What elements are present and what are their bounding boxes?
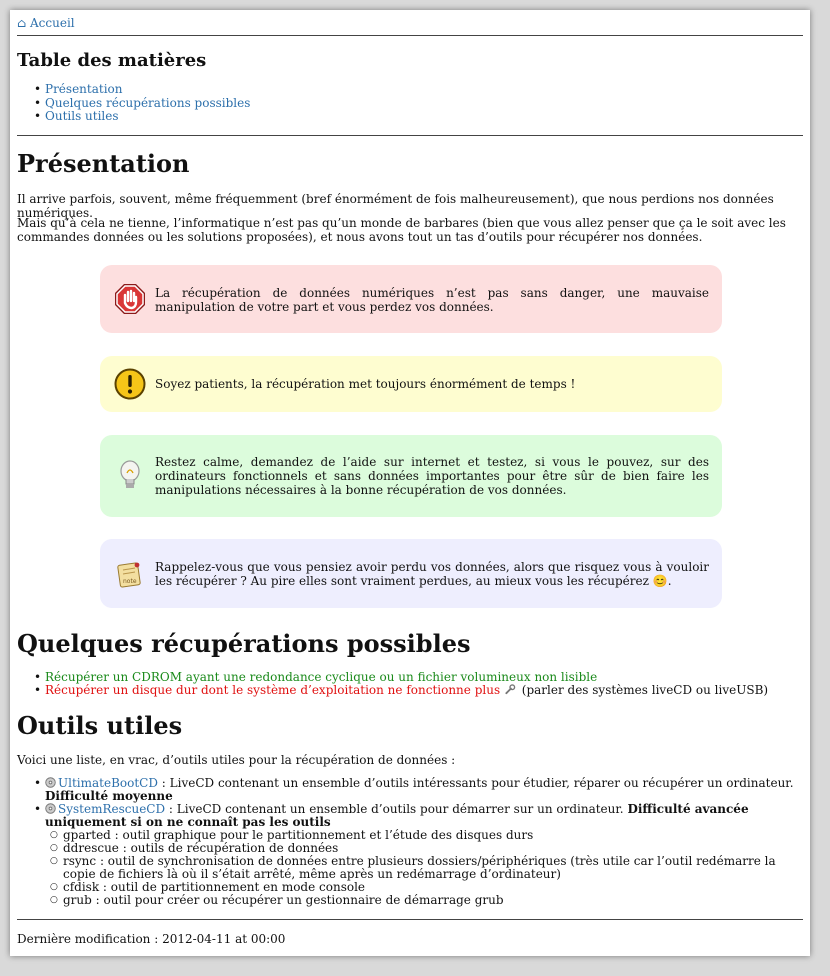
tool-desc: : LiveCD contenant un ensemble d’outils intéressants pour étudier, réparer ou récupérer un ordinateur. <box>157 776 794 790</box>
divider <box>17 919 803 920</box>
section-title-recuperations: Quelques récupérations possibles <box>17 629 471 658</box>
toc-item <box>17 83 250 97</box>
danger-note <box>100 265 722 333</box>
warning-note <box>100 356 722 412</box>
cd-icon <box>45 803 56 814</box>
warning-text: Soyez patients, la récupération met toujours énormément de temps ! <box>155 377 576 391</box>
toc-title: Table des matières <box>17 50 207 71</box>
sub-list-item: ○ gparted : outil graphique pour le partitionnement et l’étude des disques durs <box>45 829 803 842</box>
cd-icon <box>45 777 56 788</box>
sub-list-item: ○ rsync : outil de synchronisation de données entre plusieurs dossiers/périphériques (très utile car l’outil redémarre la copie de fichiers là où il s’était arrêté, même après un redémarrage d’ordinateur) <box>45 855 803 881</box>
recovery-suffix: (parler des systèmes liveCD ou liveUSB) <box>521 683 769 697</box>
tool-link-ultimatebootcd[interactable]: UltimateBootCD <box>58 776 158 790</box>
sub-tools-list <box>45 829 803 907</box>
list-item <box>17 777 803 803</box>
wrench-icon <box>504 684 516 695</box>
sub-list-item: ○ ddrescue : outils de récupération de données <box>45 842 803 855</box>
home-link[interactable] <box>17 16 75 30</box>
info-note <box>100 539 722 608</box>
paragraph: Mais qu’à cela ne tienne, l’informatique n’est pas qu’un monde de barbares (bien que vous allez penser que ça le soit avec les commandes données ou les solutions proposées), et nous avons tout un tas d’outils pour récupérer nos données. <box>17 216 786 244</box>
lightbulb-icon <box>114 459 146 491</box>
toc-list <box>17 83 250 124</box>
tools-list <box>17 777 803 907</box>
page <box>10 10 810 956</box>
svg-text:note: note <box>123 578 137 585</box>
tip-note <box>100 435 722 517</box>
divider <box>17 135 803 136</box>
toc-item <box>17 97 250 111</box>
recoveries-list <box>17 671 768 697</box>
note-icon <box>114 558 146 590</box>
tip-text: Restez calme, demandez de l’aide sur internet et testez, si vous le pouvez, sur des ordinateurs fonctionnels et sans données importantes pour être sûr de bien faire les manipulations nécessaires à la bonne récupération de vos données. <box>155 455 709 497</box>
sub-list-item: ○ grub : outil pour créer ou récupérer un gestionnaire de démarrage grub <box>45 894 803 907</box>
last-modified: Dernière modification : 2012-04-11 at 00:00 <box>17 932 286 946</box>
danger-text: La récupération de données numériques n’est pas sans danger, une mauvaise manipulation de votre part et vous perdez vos données. <box>155 286 709 314</box>
list-item <box>17 684 768 697</box>
toc-link-outils[interactable]: Outils utiles <box>45 109 119 123</box>
tool-difficulty: Difficulté avancée uniquement si on ne connaît pas les outils <box>45 802 749 829</box>
section-title-outils: Outils utiles <box>17 711 183 740</box>
toc-item <box>17 110 250 124</box>
toc-link-recuperations[interactable]: Quelques récupérations possibles <box>45 95 251 110</box>
tool-difficulty: Difficulté moyenne <box>45 789 173 803</box>
home-icon: ⌂ <box>17 16 27 30</box>
tool-desc: : LiveCD contenant un ensemble d’outils pour démarrer sur un ordinateur. <box>165 802 628 816</box>
tools-intro: Voici une liste, en vrac, d’outils utiles pour la récupération de données : <box>17 753 456 767</box>
stop-hand-icon <box>114 283 146 315</box>
home-label: Accueil <box>30 16 75 30</box>
recovery-link-cdrom[interactable]: Récupérer un CDROM ayant une redondance cyclique ou un fichier volumineux non lisible <box>45 670 598 684</box>
divider <box>17 35 803 36</box>
info-text: Rappelez-vous que vous pensiez avoir perdu vos données, alors que risquez vous à vouloir les récupérer ? Au pire elles sont vraiment perdues, au mieux vous les récupérez 😊. <box>155 560 709 588</box>
list-item <box>17 803 803 907</box>
section-title-presentation: Présentation <box>17 149 190 178</box>
toc-link-presentation[interactable]: Présentation <box>45 82 123 96</box>
warning-icon <box>114 368 146 400</box>
sub-list-item: ○ cfdisk : outil de partitionnement en mode console <box>45 881 803 894</box>
tool-link-systemrescuecd[interactable]: SystemRescueCD <box>58 802 166 816</box>
paragraph: Il arrive parfois, souvent, même fréquemment (bref énormément de fois malheureusement), que nous perdions nos données numériques. <box>17 192 774 220</box>
recovery-link-disque[interactable]: Récupérer un disque dur dont le système d’exploitation ne fonctionne plus <box>45 683 501 697</box>
